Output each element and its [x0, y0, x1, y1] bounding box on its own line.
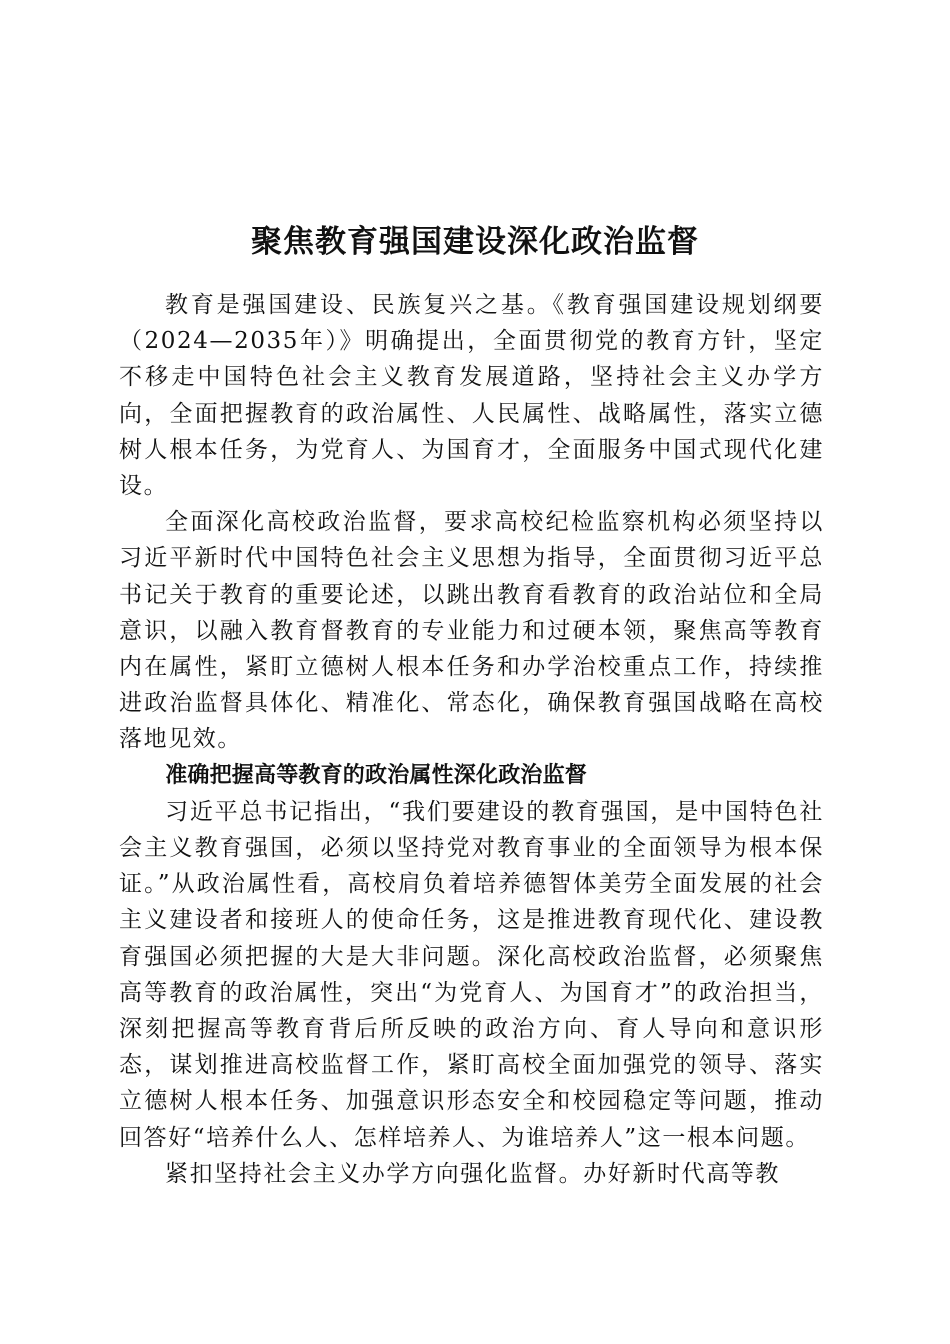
intro-paragraph: 教育是强国建设、民族复兴之基。《教育强国建设规划纲要（2024—2035年）》明确提出，全面贯彻党的教育方针，坚定不移走中国特色社会主义教育发展道路，坚持社会主义办学方向，全面把握教育的政治属性、人民属性、战略属性，落实立德树人根本任务，为党育人、为国育才，全面服务中国式现代化建设。 — [119, 292, 824, 500]
section-heading: 准确把握高等教育的政治属性深化政治监督 — [165, 762, 587, 788]
section-paragraph-1: 习近平总书记指出，“我们要建设的教育强国，是中国特色社会主义教育强国，必须以坚持党对教育事业的全面领导为根本保证。”从政治属性看，高校肩负着培养德智体美劳全面发展的社会主义建设者和接班人的使命任务，这是推进教育现代化、建设教育强国必须把握的大是大非问题。深化高校政治监督，必须聚焦高等教育的政治属性，突出“为党育人、为国育才”的政治担当，深刻把握高等教育背后所反映的政治方向、育人导向和意识形态，谋划推进高校监督工作，紧盯高校全面加强党的领导、落实立德树人根本任务、加强意识形态安全和校园稳定等问题，推动回答好“培养什么人、怎样培养人、为谁培养人”这一根本问题。 — [119, 798, 824, 1151]
supervision-paragraph: 全面深化高校政治监督，要求高校纪检监察机构必须坚持以习近平新时代中国特色社会主义思想为指导，全面贯彻习近平总书记关于教育的重要论述，以跳出教育看教育的政治站位和全局意识，以融入教育督教育的专业能力和过硬本领，聚焦高等教育内在属性，紧盯立德树人根本任务和办学治校重点工作，持续推进政治监督具体化、精准化、常态化，确保教育强国战略在高校落地见效。 — [119, 509, 824, 753]
document-title: 聚焦教育强国建设深化政治监督 — [251, 223, 699, 260]
section-paragraph-2: 紧扣坚持社会主义办学方向强化监督。办好新时代高等教 — [165, 1160, 780, 1187]
document-body — [119, 287, 824, 1192]
